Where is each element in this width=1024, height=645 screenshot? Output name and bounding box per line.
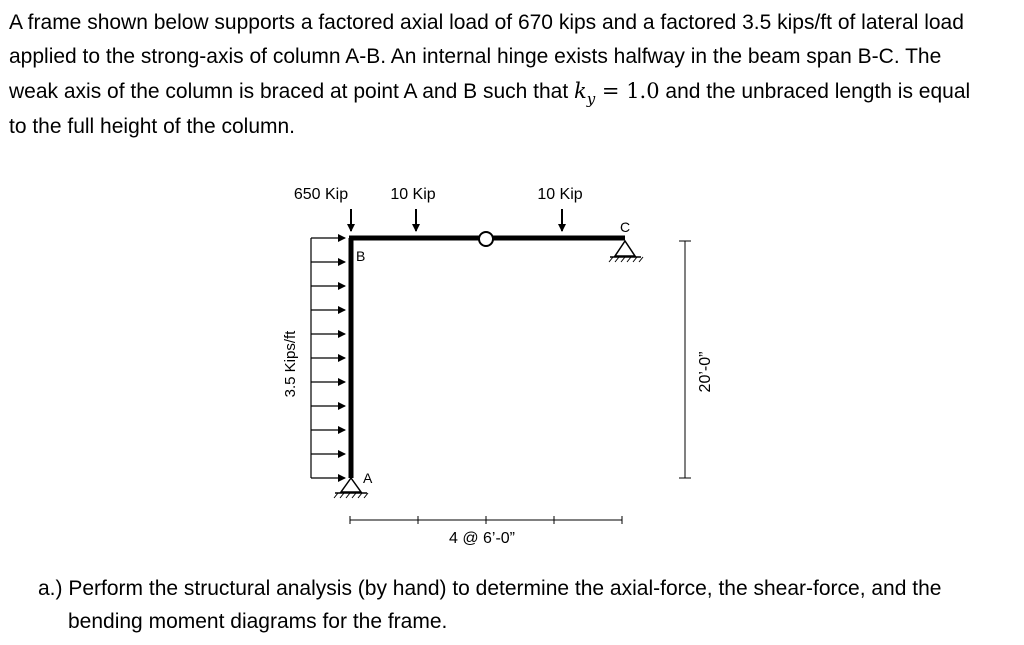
beam-load-right-label: 10 Kip bbox=[537, 186, 583, 203]
question-a bbox=[38, 572, 1018, 638]
span-dimension-label: 4 @ 6’-0” bbox=[448, 530, 516, 547]
internal-hinge bbox=[479, 232, 493, 246]
axial-load-label: 650 Kip bbox=[293, 186, 349, 203]
k-value: 1.0 bbox=[626, 79, 660, 103]
node-a-label: A bbox=[363, 470, 373, 486]
lateral-load-distribution bbox=[311, 238, 345, 478]
k-subscript: y bbox=[586, 90, 596, 108]
question-a-line-1: a.) Perform the structural analysis (by hand) to determine the axial-force, the shear-force, and the bbox=[38, 577, 942, 600]
lateral-load-label: 3.5 Kips/ft bbox=[282, 330, 299, 398]
height-dimension-label: 20’-0” bbox=[697, 351, 714, 393]
span-dimension bbox=[350, 516, 622, 524]
problem-line-3-end: and the unbraced length is equal bbox=[659, 80, 971, 103]
problem-line-2: applied to the strong-axis of column A-B. An internal hinge exists halfway in the beam span B-C. The bbox=[9, 45, 942, 68]
question-a-line-2: bending moment diagrams for the frame. bbox=[68, 610, 448, 633]
problem-line-3-start: weak axis of the column is braced at point A and B such that bbox=[9, 80, 575, 103]
node-b-label: B bbox=[356, 248, 366, 264]
problem-line-1: A frame shown below supports a factored axial load of 670 kips and a factored 3.5 kips/ft of lateral load bbox=[9, 11, 964, 34]
height-dimension bbox=[679, 241, 691, 478]
node-c-label: C bbox=[620, 219, 631, 235]
equals-sign: = bbox=[595, 79, 627, 103]
problem-line-4: to the full height of the column. bbox=[9, 115, 296, 138]
beam-load-left-label: 10 Kip bbox=[390, 186, 436, 203]
k-symbol: k bbox=[574, 79, 587, 103]
support-c-pin bbox=[609, 241, 643, 262]
